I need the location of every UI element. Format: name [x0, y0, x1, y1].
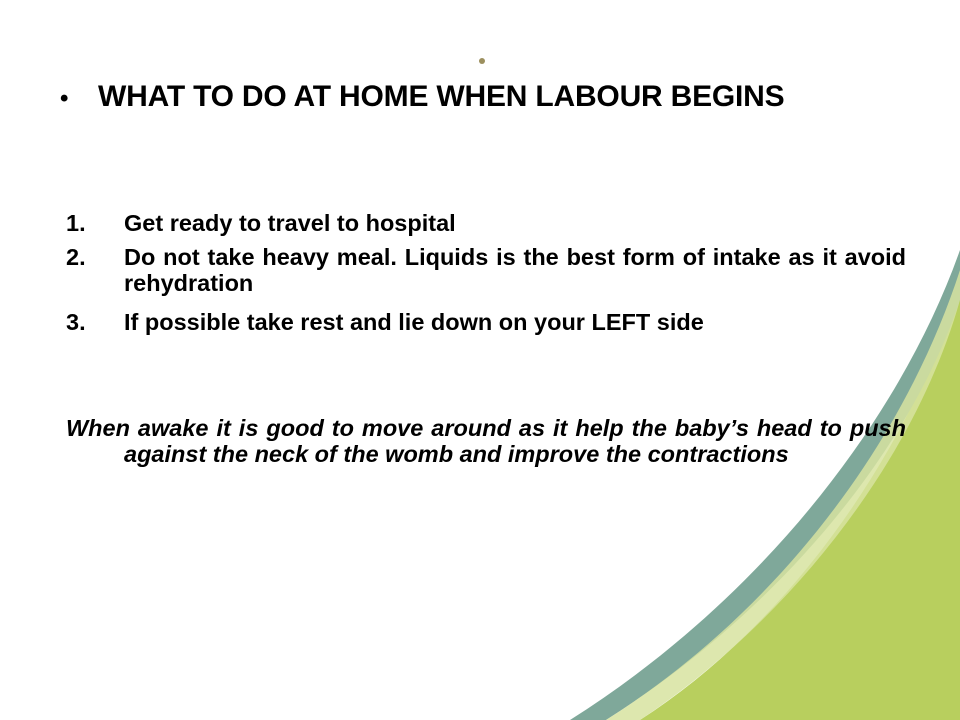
title-dot: [479, 58, 485, 64]
italic-note: When awake it is good to move around as it help the baby’s head to push against the neck of the womb and improve the contractions: [66, 415, 906, 467]
list-item-text: If possible take rest and lie down on your LEFT side: [124, 309, 704, 335]
list-item: [66, 244, 906, 296]
bullet-icon: •: [60, 85, 69, 112]
list-item: [66, 210, 906, 236]
list-item-number: 1.: [66, 210, 86, 236]
slide-title: WHAT TO DO AT HOME WHEN LABOUR BEGINS: [98, 80, 785, 113]
list-item: [66, 309, 906, 335]
slide-title-row: [60, 80, 920, 114]
list-item-number: 2.: [66, 244, 86, 270]
list-item-number: 3.: [66, 309, 86, 335]
list-item-text: Do not take heavy meal. Liquids is the best form of intake as it avoid rehydration: [124, 244, 906, 296]
list-item-text: Get ready to travel to hospital: [124, 210, 456, 236]
steps-list: [66, 210, 906, 345]
